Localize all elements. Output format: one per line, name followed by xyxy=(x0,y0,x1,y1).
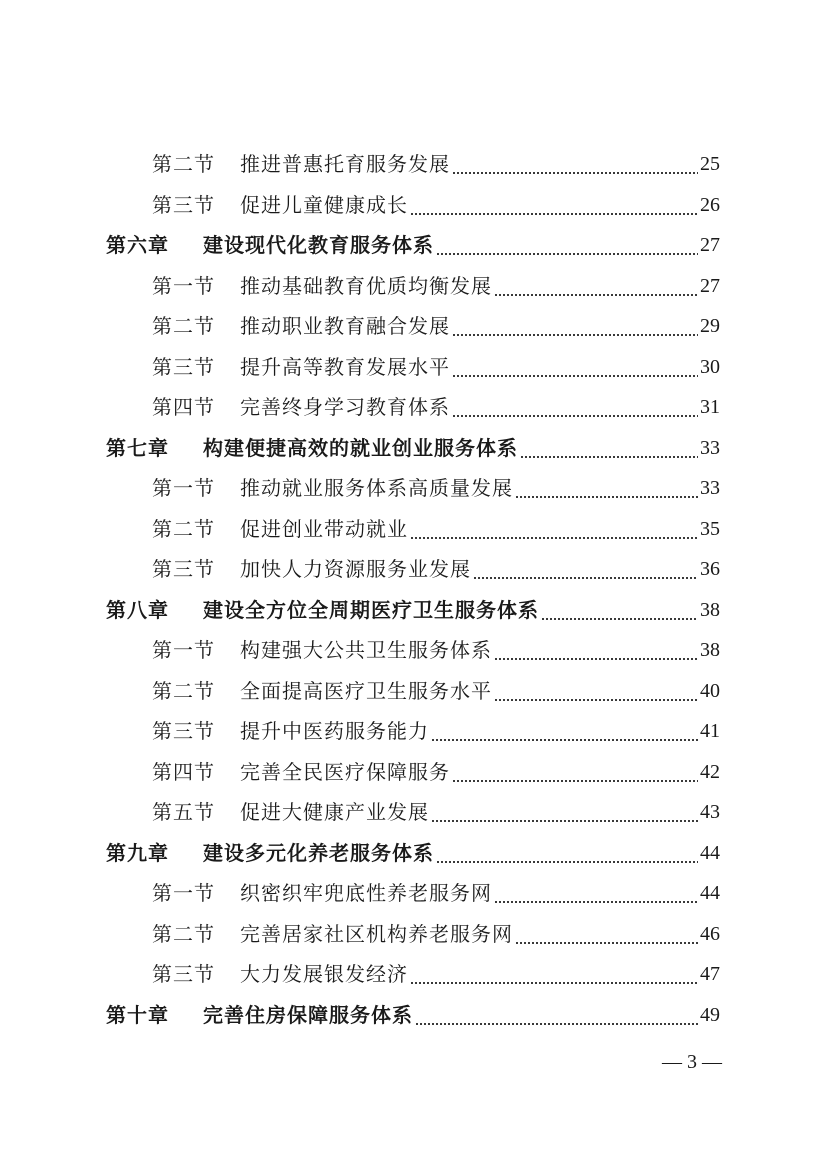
toc-section-entry[interactable] xyxy=(152,347,720,387)
toc-entry-number: 第八章 xyxy=(106,598,169,622)
toc-entry-page: 26 xyxy=(700,194,720,216)
toc-entry-title: 推动基础教育优质均衡发展 xyxy=(240,274,492,298)
toc-entry-title: 完善住房保障服务体系 xyxy=(203,1003,413,1027)
dot-leader xyxy=(436,253,698,255)
toc-entry-page: 33 xyxy=(700,437,720,459)
toc-section-entry[interactable] xyxy=(152,144,720,184)
toc-entry-page: 46 xyxy=(700,923,720,945)
dot-leader xyxy=(541,618,698,620)
toc-entry-title: 建设现代化教育服务体系 xyxy=(203,233,434,257)
dot-leader xyxy=(436,861,698,863)
dot-leader xyxy=(452,375,698,377)
toc-entry-page: 44 xyxy=(700,882,720,904)
toc-chapter-entry[interactable] xyxy=(106,590,720,630)
toc-entry-title: 建设多元化养老服务体系 xyxy=(203,841,434,865)
toc-entry-title: 推进普惠托育服务发展 xyxy=(240,152,450,176)
toc-entry-page: 42 xyxy=(700,761,720,783)
toc-entry-page: 27 xyxy=(700,275,720,297)
toc-entry-title: 推动就业服务体系高质量发展 xyxy=(240,476,513,500)
toc-entry-number: 第五节 xyxy=(152,800,215,824)
toc-entry-title: 促进创业带动就业 xyxy=(240,517,408,541)
dot-leader xyxy=(494,901,698,903)
toc-entry-number: 第四节 xyxy=(152,395,215,419)
toc-chapter-entry[interactable] xyxy=(106,995,720,1035)
dot-leader xyxy=(410,982,698,984)
toc-entry-page: 38 xyxy=(700,599,720,621)
toc-section-entry[interactable] xyxy=(152,630,720,670)
toc-entry-page: 30 xyxy=(700,356,720,378)
toc-entry-number: 第三节 xyxy=(152,193,215,217)
toc-entry-title: 全面提高医疗卫生服务水平 xyxy=(240,679,492,703)
toc-chapter-entry[interactable] xyxy=(106,833,720,873)
toc-entry-page: 36 xyxy=(700,558,720,580)
toc-entry-number: 第四节 xyxy=(152,760,215,784)
toc-entry-page: 31 xyxy=(700,396,720,418)
toc-section-entry[interactable] xyxy=(152,306,720,346)
dot-leader xyxy=(452,780,698,782)
toc-entry-page: 40 xyxy=(700,680,720,702)
toc-section-entry[interactable] xyxy=(152,387,720,427)
toc-entry-number: 第六章 xyxy=(106,233,169,257)
toc-entry-page: 47 xyxy=(700,963,720,985)
dot-leader xyxy=(494,294,698,296)
dot-leader xyxy=(431,739,698,741)
dot-leader xyxy=(410,537,698,539)
toc-section-entry[interactable] xyxy=(152,185,720,225)
toc-entry-title: 完善居家社区机构养老服务网 xyxy=(240,922,513,946)
toc-section-entry[interactable] xyxy=(152,509,720,549)
dot-leader xyxy=(415,1023,698,1025)
dot-leader xyxy=(494,699,698,701)
toc-entry-number: 第一节 xyxy=(152,881,215,905)
toc-entry-number: 第九章 xyxy=(106,841,169,865)
toc-section-entry[interactable] xyxy=(152,873,720,913)
toc-section-entry[interactable] xyxy=(152,954,720,994)
toc-entry-number: 第十章 xyxy=(106,1003,169,1027)
toc-chapter-entry[interactable] xyxy=(106,428,720,468)
toc-entry-page: 27 xyxy=(700,234,720,256)
toc-entry-title: 加快人力资源服务业发展 xyxy=(240,557,471,581)
toc-entry-page: 41 xyxy=(700,720,720,742)
toc-section-entry[interactable] xyxy=(152,914,720,954)
toc-entry-number: 第三节 xyxy=(152,557,215,581)
toc-entry-title: 提升高等教育发展水平 xyxy=(240,355,450,379)
toc-entry-number: 第三节 xyxy=(152,962,215,986)
toc-entry-page: 29 xyxy=(700,315,720,337)
toc-entry-title: 完善终身学习教育体系 xyxy=(240,395,450,419)
toc-entry-page: 44 xyxy=(700,842,720,864)
toc-section-entry[interactable] xyxy=(152,671,720,711)
toc-entry-page: 38 xyxy=(700,639,720,661)
toc-entry-title: 构建便捷高效的就业创业服务体系 xyxy=(203,436,518,460)
toc-entry-title: 推动职业教育融合发展 xyxy=(240,314,450,338)
toc-entry-title: 构建强大公共卫生服务体系 xyxy=(240,638,492,662)
toc-entry-page: 49 xyxy=(700,1004,720,1026)
toc-entry-page: 43 xyxy=(700,801,720,823)
toc-entry-page: 35 xyxy=(700,518,720,540)
toc-entry-number: 第二节 xyxy=(152,679,215,703)
toc-entry-page: 25 xyxy=(700,153,720,175)
toc-entry-title: 完善全民医疗保障服务 xyxy=(240,760,450,784)
page-number-footer: — 3 — xyxy=(662,1051,722,1073)
dot-leader xyxy=(452,334,698,336)
dot-leader xyxy=(410,213,698,215)
toc-section-entry[interactable] xyxy=(152,266,720,306)
dot-leader xyxy=(452,172,698,174)
dot-leader xyxy=(473,577,698,579)
toc-entry-number: 第一节 xyxy=(152,476,215,500)
toc-entry-number: 第二节 xyxy=(152,922,215,946)
toc-entry-title: 提升中医药服务能力 xyxy=(240,719,429,743)
toc-section-entry[interactable] xyxy=(152,549,720,589)
toc-section-entry[interactable] xyxy=(152,752,720,792)
dot-leader xyxy=(515,942,698,944)
dot-leader xyxy=(520,456,698,458)
toc-entry-number: 第三节 xyxy=(152,355,215,379)
toc-entry-number: 第二节 xyxy=(152,314,215,338)
toc-entry-number: 第一节 xyxy=(152,638,215,662)
toc-entry-number: 第二节 xyxy=(152,517,215,541)
toc-chapter-entry[interactable] xyxy=(106,225,720,265)
toc-entry-title: 大力发展银发经济 xyxy=(240,962,408,986)
toc-entry-title: 促进大健康产业发展 xyxy=(240,800,429,824)
dot-leader xyxy=(494,658,698,660)
dot-leader xyxy=(452,415,698,417)
toc-entry-title: 促进儿童健康成长 xyxy=(240,193,408,217)
toc-entry-number: 第七章 xyxy=(106,436,169,460)
toc-entry-page: 33 xyxy=(700,477,720,499)
toc-entry-number: 第三节 xyxy=(152,719,215,743)
toc-entry-title: 建设全方位全周期医疗卫生服务体系 xyxy=(203,598,539,622)
toc-section-entry[interactable] xyxy=(152,468,720,508)
toc-entry-number: 第二节 xyxy=(152,152,215,176)
dot-leader xyxy=(431,820,698,822)
toc-entry-title: 织密织牢兜底性养老服务网 xyxy=(240,881,492,905)
dot-leader xyxy=(515,496,698,498)
toc-section-entry[interactable] xyxy=(152,792,720,832)
toc-entry-number: 第一节 xyxy=(152,274,215,298)
toc-section-entry[interactable] xyxy=(152,711,720,751)
